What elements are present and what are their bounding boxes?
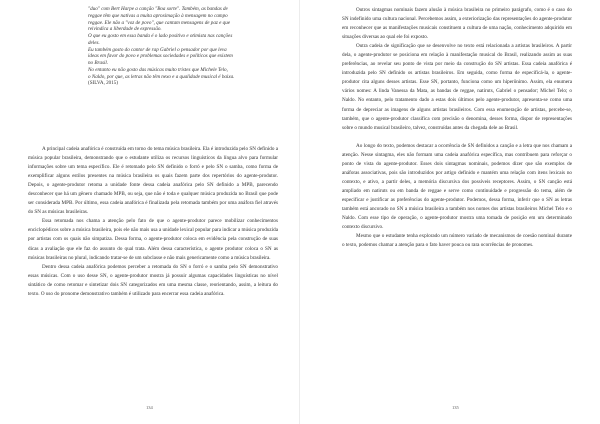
- quote-line: no Brasil.: [88, 60, 109, 66]
- paragraph: Outros sintagmas nominais fazem alusão à música brasileira no primeiro parágrafo, como é o caso do SN indefinido uma cultura nacional. Percebemos assim, a exteriorização das representações do agente-produtor em reconhecer que as manifestações musicais constituem a cultura de uma nação, conhecimento adquirido em situações diversas ao qual ele foi exposto.: [342, 7, 572, 41]
- quote-line: reggae. Ele não a "voz de povo", que cantam mensagens de paz e que: [88, 19, 231, 26]
- paragraph: Outra cadeia de significação que se desenvolve no texto está relacionada a artistas brasileiros. A partir dela, o agente-produtor se posiciona em relação à manifestação musical do Brasil, realizando assim as suas preferências, ao revelar seu ponto de vista por meio da construção do SN artistas. Essa cadeia anafórica é introduzida pelo SN definido os artistas brasileiros. Em seguida, como forma de especificá-la, o agente-produtor cita alguns desses artistas. Esse SN, portanto, funciona como um hiperônimo. Assim, ela enumera vários nomes: A linda Vanessa da Mata, as bandas de reggae, natiruts, Gabriel o pensador; Michel Telo; o Naldo. No entanto, pelo tratamento dado a estas dois últimos pelo agente-produtor, apresenta-se como uma forma de depreciar as imagens de alguns artistas brasileiros. Com essa enumeração de artistas, percebe-se, também, que o agente-produtor classifica com precisão o denomina, desses forma, dispor de representações sobre o mundo musical brasileiro, talvez, construídas antes da chegada dele ao Brasil.: [342, 43, 572, 131]
- block-quote: [88, 6, 278, 87]
- page-number-left: 134: [146, 405, 153, 410]
- quote-line: o Naldo, por que, as letras não têm nexo e a qualidade musical é baixa.: [88, 73, 235, 80]
- paragraph: Ao longo do texto, podemos destacar a ocorrência de SN definidos a canção e a letra que nos chamam a atenção. Nesse sintagma, eles não formam uma cadeia anafórica específica, mas contribuem para reforçar o ponto de vista do agente-produtor. Esses dois sintagmas nominais, podemos dizer que são exemplos de anáforas associativas, pois são introduzidos por artigo definido e mantém uma relação com itens lexicais no contexto, e ativo, a partir deles, a memória discursiva dos possíveis receptores. Assim, o SN canção está ampliado em natiruts ou em banda de reggae e serve como continuidade e progressão do tema, além de especificar e justificar as preferências do agente-produtor. Podemos, dessa forma, inferir que o SN as letras também está ancorado no SN a música brasileira a também nos nomes dos artistas brasileiros Michel Telo e o Naldo. Com esse tipo de operação, o agente-produtor mostra uma tomada de posição em um determinado contexto discursivo.: [342, 142, 572, 231]
- paragraph: Dentro dessa cadeia anafórica podemos perceber a retomada do SN o forró e o samba pelo SN demonstrativo essas músicas. Com o uso desse SN, o agente-produtor mostra já possuir algumas capacidades linguísticas no nível sintático de como retomar e sintetizar dois SN categorizados em uma mesma classe, reorientando, assim, a leitura do texto. O uso do pronome demonstrativo também é utilizado para encerrar essa cadeia anafórica.: [28, 263, 278, 297]
- page-number-right: 135: [452, 405, 459, 410]
- right-body-text: [342, 6, 572, 250]
- quote-line: No entanto eu não gosto das músicas muito tristes que Michele Telo,: [88, 66, 228, 73]
- paragraph: Mesmo que o estudante tenha explorado um número variado de mecanismos de coesão nominal durante o texto, podemos chamar a atenção para o fato haver pouca ou rara ocorrências de pronomes.: [342, 233, 572, 249]
- quote-citation: (SILVA, 2015): [88, 80, 118, 87]
- quote-line: reivindica a liberdade de expressão.: [88, 26, 162, 33]
- quote-line: O que eu gosto em essa banda é o lado positivo e otimista nas canções: [88, 33, 233, 39]
- paragraph: A principal cadeia anafórica é construída em torno do tema música brasileira. Ela é introduzida pelo SN definido a música popular brasileira, demonstrando que o estudante utiliza os recursos linguísticos da língua alvo para formular informações sobre um tema específico. Ele é retomado pelo SN definido o forró e pelo SN o samba, como forma de exemplificar alguns estilos presentes na música brasileira os quais fazem parte dos repertórios do agente-produtor. Depois, o agente-produtor retoma a unidade fonte dessa cadeia anafórica pelo SN definido a MPB, parecendo desconhecer que há um gênero chamado MPB, ou seja, que não é toda e qualquer música produzida no Brasil que pode ser considerada MPB. Por último, essa cadeia anafórica é finalizada pela retomada também por uma anáfora fiel através do SN as músicas brasileiras.: [28, 146, 278, 216]
- quote-line: ideas em favor do povo e problemas sociedades e políticos que existem: [88, 53, 233, 60]
- quote-line: reggae têm que nativas a muita aproximação à mensagem no campo: [88, 12, 228, 19]
- left-body-text: [28, 145, 278, 299]
- quote-line: "duo" com Bert Harpe a canção "Boa sorte". Também, as bandas de: [88, 6, 228, 12]
- quote-line: deles.: [88, 39, 100, 46]
- quote-line: Eu também gosto do cantor de rap Gabriel o pensador por que leva: [88, 46, 227, 53]
- paragraph: Essa retomada nos chama a atenção pelo fato de que o agente-produtor parece mobilizar conhecimentos enciclopédicos sobre a música brasileira, pois ele não mais usa a unidade lexical popular para indicar a música produzida por artistas com os quais não simpatiza. Dessa forma, o agente-produtor coloca em evidência pela construção de suas dicas a avaliação que ele faz do assunto do qual trata. Além dessa característica, o agente produtor coloca o SN as músicas brasileiras no plural, indicando tratar-se de um subclasse e não mais genericamente como a música brasileira.: [28, 218, 278, 261]
